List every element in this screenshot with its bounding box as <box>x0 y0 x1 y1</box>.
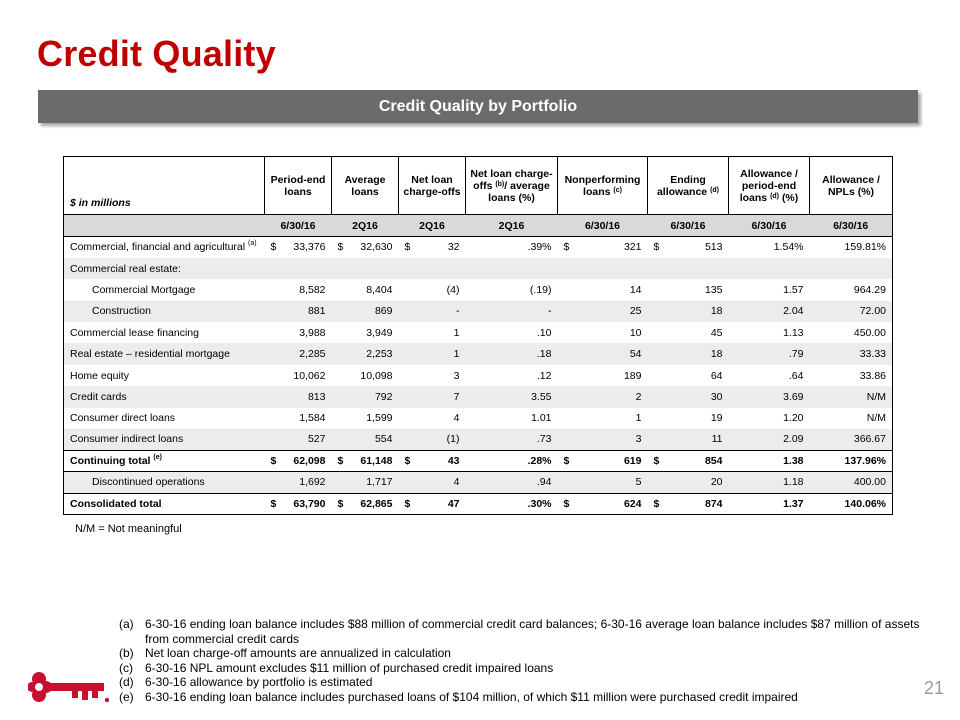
table-cell: - <box>399 301 466 322</box>
table-row <box>64 279 893 300</box>
footnote: (d) 6-30-16 allowance by portfolio is estimated <box>119 675 373 690</box>
table-cell: 1.01 <box>531 412 552 425</box>
row-label: Consumer indirect loans <box>64 429 265 450</box>
table-cell: 1.57 <box>783 283 804 296</box>
table-cell: 72.00 <box>810 301 893 322</box>
table-cell: 54 <box>558 343 648 364</box>
table-cell: 1 <box>453 326 460 339</box>
table-cell: $ 62,865 <box>332 493 399 514</box>
table-row <box>64 493 893 514</box>
table-cell: 4 <box>453 412 460 425</box>
table-cell: 1.54% <box>773 241 804 254</box>
table-cell: $ 624 <box>558 493 648 514</box>
table-cell: 869 <box>332 301 399 322</box>
table-cell: 2.04 <box>729 301 810 322</box>
table-cell: 792 <box>332 386 399 407</box>
page-title: Credit Quality <box>37 33 276 74</box>
table-cell: .12 <box>536 369 552 382</box>
date-cell: 6/30/16 <box>729 215 810 237</box>
col-header-nonperforming-loans: Nonperforming loans $^{(c)}$ <box>558 157 648 215</box>
table-cell: 8,582 <box>299 283 326 296</box>
table-cell <box>810 258 893 279</box>
credit-quality-table <box>63 156 893 515</box>
table-cell: 14 <box>629 283 642 296</box>
table-cell: 813 <box>265 386 332 407</box>
table-cell: 2,253 <box>332 343 399 364</box>
table-cell: 2.09 <box>729 429 810 450</box>
table-cell: .28% <box>466 450 558 471</box>
table-row <box>64 322 893 343</box>
table-cell <box>265 258 332 279</box>
table-cell <box>332 258 399 279</box>
table-cell: 25 <box>558 301 648 322</box>
currency-symbol: $ <box>563 497 570 510</box>
table-row <box>64 343 893 364</box>
date-cell-blank <box>64 215 265 237</box>
table-cell: 3.69 <box>729 386 810 407</box>
table-cell: 33.33 <box>810 343 893 364</box>
credit-quality-table-container <box>63 156 892 515</box>
table-cell: 137.96% <box>810 450 893 471</box>
nm-note: N/M = Not meaningful <box>75 523 182 535</box>
table-row <box>64 301 893 322</box>
date-row <box>64 215 893 237</box>
table-cell: 1,692 <box>265 472 332 493</box>
table-cell: 1,584 <box>299 412 326 425</box>
table-row <box>64 365 893 386</box>
table-cell: 1 <box>399 343 466 364</box>
date-cell: 2Q16 <box>399 215 466 237</box>
table-cell: 366.67 <box>810 429 893 450</box>
table-cell: 10,062 <box>293 369 326 382</box>
row-label: Consumer direct loans <box>70 412 176 425</box>
table-cell: .94 <box>466 472 558 493</box>
table-cell: $ 61,148 <box>332 450 399 471</box>
date-cell: 6/30/16 <box>265 215 332 237</box>
currency-symbol: $ <box>270 241 277 254</box>
table-cell: 554 <box>332 429 399 450</box>
table-cell: $ 321 <box>563 241 642 254</box>
currency-symbol: $ <box>563 455 570 468</box>
footnote: (e) 6-30-16 ending loan balance includes purchased loans of $104 million, of which $11 million were purchased credit impaired <box>119 689 798 704</box>
table-cell: 18 <box>648 343 729 364</box>
table-cell: $ 619 <box>558 450 648 471</box>
currency-symbol: $ <box>653 497 660 510</box>
table-cell: 20 <box>648 472 729 493</box>
table-cell: 4 <box>399 472 466 493</box>
table-cell: 527 <box>265 429 332 450</box>
table-cell: $ 63,790 <box>265 493 332 514</box>
row-label: Credit cards <box>64 386 265 407</box>
table-cell: 3,949 <box>366 326 393 339</box>
table-cell <box>399 258 466 279</box>
col-header-ending-allowance: Ending allowance $^{(d)}$ <box>648 157 729 215</box>
table-cell: $ 62,098 <box>265 450 332 471</box>
col-header-net-charge-offs: Net loan charge-offs <box>399 157 466 215</box>
table-cell: 450.00 <box>853 326 886 339</box>
table-cell: N/M <box>810 386 893 407</box>
table-cell <box>648 258 729 279</box>
row-label: Continuing total $^{(e)}$ <box>64 450 265 471</box>
table-cell: (1) <box>399 429 466 450</box>
table-cell: 18 <box>648 301 729 322</box>
footnote: (c) 6-30-16 NPL amount excludes $11 million of purchased credit impaired loans <box>119 660 554 675</box>
table-cell: $ 854 <box>648 450 729 471</box>
table-cell: $ 32 <box>404 241 460 254</box>
table-cell: $ 32,630 <box>337 241 393 254</box>
table-cell: (4) <box>446 283 460 296</box>
section-banner: Credit Quality by Portfolio <box>38 90 918 123</box>
table-cell: 3 <box>558 429 648 450</box>
footnote: (a) 6-30-16 ending loan balance includes $88 million of commercial credit card balances; 6-30-16 average loan balance includes $87 million of assets from commercial credit cards <box>119 617 920 646</box>
table-cell: $ 33,376 <box>270 241 326 254</box>
row-label: Commercial Mortgage <box>92 283 196 296</box>
table-cell: 19 <box>710 412 723 425</box>
table-cell: .39% <box>527 241 552 254</box>
page-number: 21 <box>923 678 944 698</box>
table-cell: .79 <box>729 343 810 364</box>
table-cell: 1,717 <box>332 472 399 493</box>
table-cell: 33.86 <box>859 369 886 382</box>
table-cell: 45 <box>710 326 723 339</box>
row-label: Home equity <box>70 369 129 382</box>
table-cell: 10 <box>629 326 642 339</box>
table-cell: .64 <box>788 369 804 382</box>
row-label: Construction <box>64 301 265 322</box>
table-cell: .30% <box>466 493 558 514</box>
table-cell: 8,404 <box>366 283 393 296</box>
table-cell: 881 <box>265 301 332 322</box>
footnote: (b) Net loan charge-off amounts are annualized in calculation <box>119 646 451 661</box>
table-cell: 1,599 <box>366 412 393 425</box>
date-cell: 2Q16 <box>466 215 558 237</box>
table-cell: .73 <box>466 429 558 450</box>
row-label: Commercial lease financing <box>70 326 199 339</box>
row-label: Discontinued operations <box>64 472 265 493</box>
table-cell: 7 <box>399 386 466 407</box>
table-cell: 1.37 <box>729 493 810 514</box>
unit-label: $ in millions <box>70 197 131 209</box>
table-cell: 1.18 <box>729 472 810 493</box>
table-cell: 2,285 <box>265 343 332 364</box>
col-header-nco-ratio: Net loan charge-offs $^{(b)}$/ average loans (%) <box>466 157 558 215</box>
table-row <box>64 450 893 471</box>
table-cell: 30 <box>648 386 729 407</box>
table-cell: 64 <box>710 369 723 382</box>
currency-symbol: $ <box>653 455 660 468</box>
col-header-period-end-loans: Period-end loans <box>265 157 332 215</box>
col-header-allowance-to-loans: Allowance / period-end loans $^{(d)}$ (%) <box>729 157 810 215</box>
table-cell <box>729 258 810 279</box>
date-cell: 6/30/16 <box>558 215 648 237</box>
table-cell: (.19) <box>529 283 552 296</box>
footnotes <box>119 617 939 705</box>
table-row <box>64 472 893 493</box>
currency-symbol: $ <box>337 455 344 468</box>
table-cell: 3,988 <box>299 326 326 339</box>
currency-symbol: $ <box>404 241 411 254</box>
currency-symbol: $ <box>337 241 344 254</box>
table-cell <box>558 258 648 279</box>
table-cell: .10 <box>536 326 552 339</box>
table-cell: 964.29 <box>853 283 886 296</box>
table-cell: 400.00 <box>810 472 893 493</box>
table-header-row <box>64 157 893 215</box>
currency-symbol: $ <box>404 455 411 468</box>
table-cell: 11 <box>648 429 729 450</box>
col-header-average-loans: Average loans <box>332 157 399 215</box>
table-cell: $ 513 <box>653 241 723 254</box>
row-label: Commercial, financial and agricultural $^{(a)}$ <box>70 240 257 254</box>
currency-symbol: $ <box>653 241 660 254</box>
table-cell: 1.20 <box>783 412 804 425</box>
row-label: Real estate – residential mortgage <box>64 343 265 364</box>
table-row <box>64 429 893 450</box>
table-cell: N/M <box>866 412 886 425</box>
currency-symbol: $ <box>563 241 570 254</box>
date-cell: 6/30/16 <box>810 215 893 237</box>
table-cell: 1.13 <box>783 326 804 339</box>
table-cell: 2 <box>558 386 648 407</box>
table-cell: 159.81% <box>844 241 886 254</box>
table-row <box>64 258 893 279</box>
table-cell: 135 <box>704 283 723 296</box>
table-cell: 189 <box>623 369 642 382</box>
table-cell: 1.38 <box>729 450 810 471</box>
table-cell: $ 874 <box>648 493 729 514</box>
table-cell: $ 43 <box>399 450 466 471</box>
table-cell: 140.06% <box>810 493 893 514</box>
currency-symbol: $ <box>270 455 277 468</box>
date-cell: 2Q16 <box>332 215 399 237</box>
table-cell: - <box>466 301 558 322</box>
table-cell: 1 <box>635 412 642 425</box>
table-cell: 10,098 <box>360 369 393 382</box>
table-row <box>64 408 893 429</box>
table-cell: 3.55 <box>466 386 558 407</box>
row-label: Consolidated total <box>64 493 265 514</box>
currency-symbol: $ <box>270 497 277 510</box>
col-header-allowance-to-npls: Allowance / NPLs (%) <box>810 157 893 215</box>
table-cell: 5 <box>558 472 648 493</box>
table-row <box>64 237 893 258</box>
date-cell: 6/30/16 <box>648 215 729 237</box>
currency-symbol: $ <box>337 497 344 510</box>
table-cell: .18 <box>466 343 558 364</box>
table-cell: $ 47 <box>399 493 466 514</box>
table-row <box>64 386 893 407</box>
row-label: Commercial real estate: <box>64 258 265 279</box>
key-logo-icon <box>28 669 116 705</box>
table-cell: 3 <box>453 369 460 382</box>
table-cell <box>466 258 558 279</box>
currency-symbol: $ <box>404 497 411 510</box>
